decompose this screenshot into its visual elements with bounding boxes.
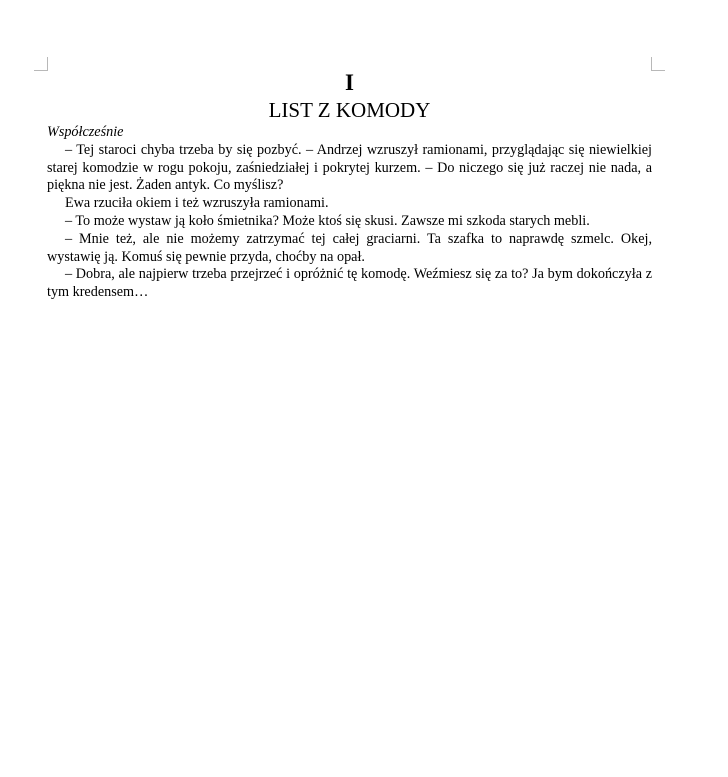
paragraph: – Tej staroci chyba trzeba by się pozbyć. – Andrzej wzruszył ramionami, przyglądając się niewielkiej starej komodzie w rogu pokoju, zaśniedziałej i pokrytej kurzem. – Do niczego się już raczej nie nada, a piękna nie jest. Żaden antyk. Co myślisz?	[47, 141, 652, 194]
paragraph: Ewa rzuciła okiem i też wzruszyła ramionami.	[65, 195, 329, 212]
scene-label: Współcześnie	[47, 124, 124, 140]
page-corner-mark-top-left	[34, 57, 48, 71]
paragraph: – Mnie też, ale nie możemy zatrzymać tej całej graciarni. Ta szafka to naprawdę szmelc. Okej, wystawię ją. Komuś się pewnie przyda, choćby na opał.	[47, 230, 652, 265]
paragraph: – Dobra, ale najpierw trzeba przejrzeć i opróżnić tę komodę. Weźmiesz się za to? Ja bym dokończyła z tym kredensem…	[47, 266, 652, 301]
chapter-number: I	[345, 70, 354, 95]
page-corner-mark-top-right	[651, 57, 665, 71]
chapter-title: LIST Z KOMODY	[268, 98, 431, 122]
document-page	[47, 70, 652, 302]
paragraph: – To może wystaw ją koło śmietnika? Może ktoś się skusi. Zawsze mi szkoda starych mebli.	[65, 212, 590, 229]
